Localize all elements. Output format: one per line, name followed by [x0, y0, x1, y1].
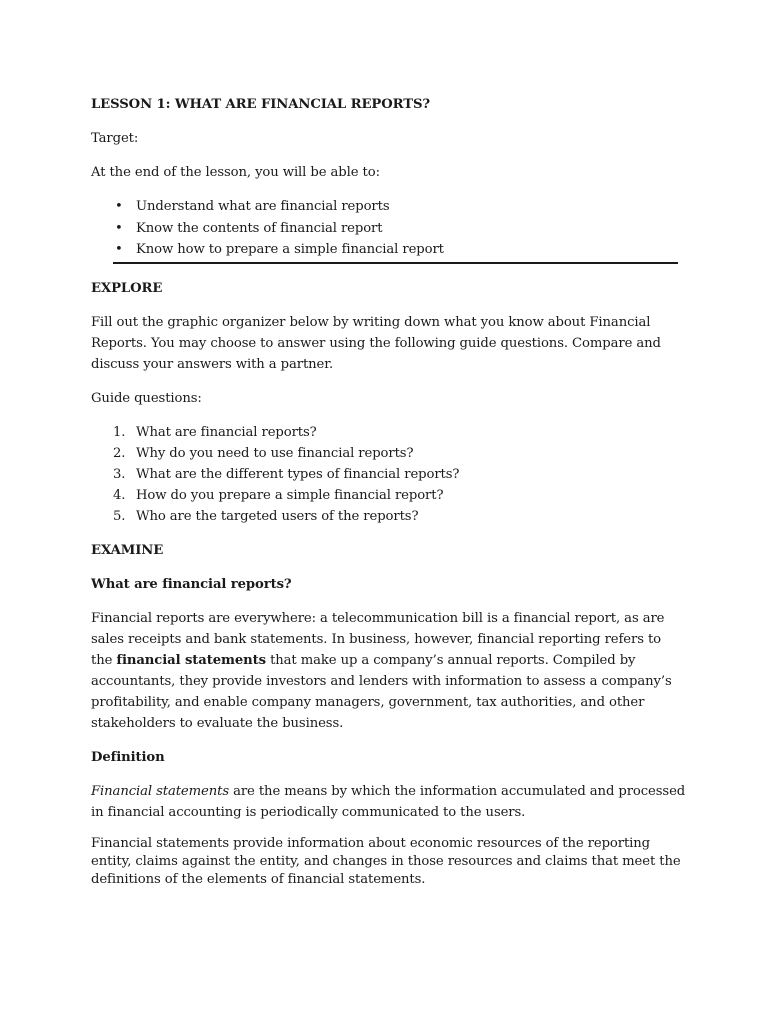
list-item	[115, 196, 686, 218]
list-number: 5.	[113, 508, 126, 524]
list-item-text: What are financial reports?	[136, 424, 317, 440]
italic-term: Financial statements	[91, 783, 229, 799]
target-label: Target:	[91, 131, 139, 146]
list-item-text: Know how to prepare a simple financial report	[136, 242, 444, 257]
list-item	[115, 239, 686, 261]
definition-detail-paragraph: Financial statements provide information about economic resources of the reporting entity, claims against the entity, and changes in those resources and claims that meet the definitions of the elements of financial statements.	[91, 835, 681, 887]
target-list	[91, 196, 686, 261]
paragraph-text: that make up a company’s annual reports. Compiled by accountants, they provide investors and lenders with information to assess a company’s profitability, and enable company managers, government, tax authorities, and other stakeholders to evaluate the business.	[91, 652, 672, 731]
list-item	[113, 422, 686, 443]
list-item	[113, 485, 686, 506]
subheading-question: What are financial reports?	[91, 576, 292, 592]
definition-paragraph	[91, 781, 686, 823]
bullet-icon: •	[115, 220, 123, 236]
list-item-text: Understand what are financial reports	[136, 199, 390, 214]
list-item	[113, 443, 686, 464]
list-item	[113, 464, 686, 485]
list-item-text: Know the contents of financial report	[136, 220, 383, 236]
lesson-title: LESSON 1: WHAT ARE FINANCIAL REPORTS?	[91, 97, 431, 112]
explore-heading: EXPLORE	[91, 280, 163, 296]
paragraph-text: Financial reports are everywhere: a telecommunication bill is a financial report, as are sales receipts and bank statements. In business, however, financial reporting refers to the	[91, 610, 665, 668]
examine-paragraph	[91, 608, 686, 734]
list-number: 4.	[113, 487, 126, 503]
list-item-text: How do you prepare a simple financial report?	[136, 487, 444, 503]
bullet-icon: •	[115, 242, 123, 257]
list-item-text: Who are the targeted users of the reports?	[136, 508, 419, 524]
guide-question-list	[91, 422, 686, 527]
explore-text: Fill out the graphic organizer below by writing down what you know about Financial Reports. You may choose to answer using the following guide questions. Compare and discuss your answers with a partner.	[91, 314, 661, 372]
list-item-text: Why do you need to use financial reports?	[136, 445, 414, 461]
examine-heading: EXAMINE	[91, 542, 164, 558]
list-number: 3.	[113, 466, 126, 482]
document-page	[91, 94, 686, 889]
guide-questions-label: Guide questions:	[91, 390, 202, 406]
list-number: 1.	[113, 424, 126, 440]
list-number: 2.	[113, 445, 126, 461]
paragraph-text: are the means by which the information accumulated and processed in financial accounting is periodically communicated to the users.	[91, 783, 686, 820]
bold-term: financial statements	[116, 652, 266, 668]
horizontal-divider	[113, 262, 678, 264]
definition-heading: Definition	[91, 749, 165, 765]
list-item	[113, 506, 686, 527]
list-item	[115, 218, 686, 240]
bullet-icon: •	[115, 199, 123, 214]
intro-text: At the end of the lesson, you will be able to:	[91, 165, 380, 180]
list-item-text: What are the different types of financial reports?	[136, 466, 460, 482]
